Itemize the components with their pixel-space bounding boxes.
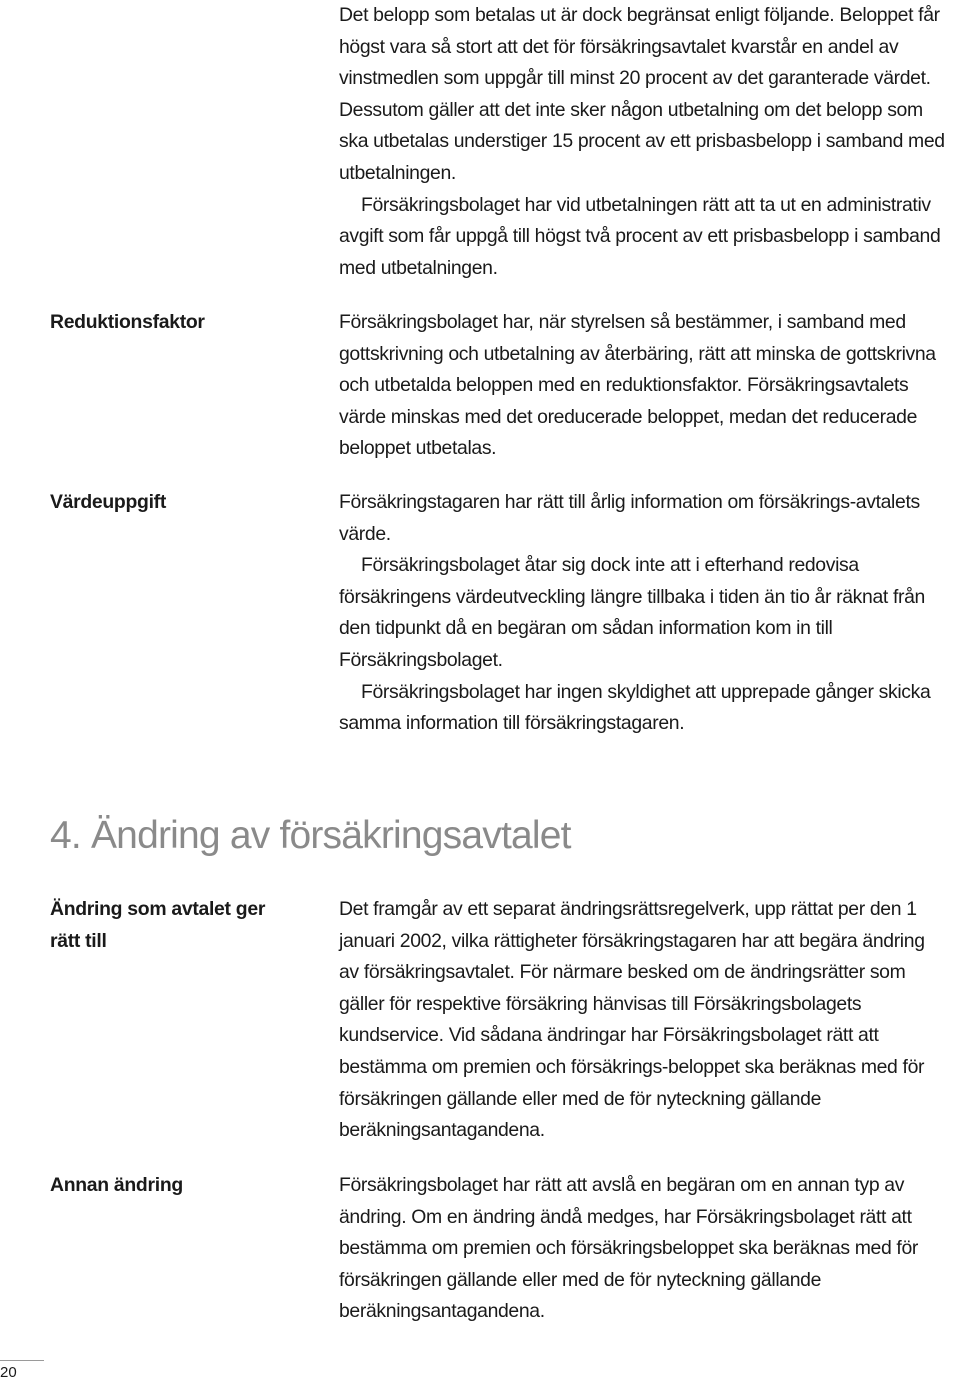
vardeuppgift-label: Värdeuppgift (50, 491, 166, 513)
vardeuppgift-paragraph-2: Försäkringsbolaget åtar sig dock inte att i efterhand redovisa försäkringens värdeutveckling längre tillbaka i tiden än tio år räknat från den tidpunkt då en begäran om sådan information kom in till Försäkringsbolaget. (339, 554, 925, 671)
section-heading: 4. Ändring av försäkringsavtalet (50, 814, 571, 857)
andring-ratt-text (339, 894, 949, 1147)
page-number-rule (0, 1360, 44, 1361)
annan-andring-paragraph-1: Försäkringsbolaget har rätt att avslå en begäran om en annan typ av ändring. Om en ändring ändå medges, har Försäkringsbolaget rätt att bestämma om premien och försäkringsbeloppet ska beräknas med för försäkringen gällande eller med de för nyteckning gällande beräkningsantagandena. (339, 1174, 919, 1323)
reduktionsfaktor-paragraph-1: Försäkringsbolaget har, när styrelsen så bestämmer, i samband med gottskrivning och utbetalning av återbäring, rätt att minska de gottskrivna och utbetalda beloppen med en reduktionsfaktor. Försäkringsavtalets värde minskas med det oreducerade beloppet, medan det reducerade beloppet utbetalas. (339, 311, 936, 460)
intro-paragraph-1: Det belopp som betalas ut är dock begränsat enligt följande. Beloppet får högst vara så stort att det för försäkringsavtalet kvarstår en andel av vinstmedlen som uppgår till minst 20 procent av det garanterade värdet. Dessutom gäller att det inte sker någon utbetalning om det belopp som ska utbetalas understiger 15 procent av ett prisbasbelopp i samband med utbetalningen. (339, 4, 945, 184)
intro-text (339, 0, 949, 284)
reduktionsfaktor-label: Reduktionsfaktor (50, 311, 205, 333)
vardeuppgift-text (339, 487, 949, 740)
andring-ratt-paragraph-1: Det framgår av ett separat ändringsrättsregelverk, upp rättat per den 1 januari 2002, vilka rättigheter försäkringstagaren har att begära ändring av försäkringsavtalet. För närmare besked om de ändringsrätter som gäller för respektive försäkring hänvisas till Försäkringsbolagets kundservice. Vid sådana ändringar har Försäkringsbolaget rätt att bestämma om premien och försäkrings-beloppet ska beräknas med för försäkringen gällande eller med de för nyteckning gällande beräkningsantagandena. (339, 898, 925, 1142)
intro-paragraph-2: Försäkringsbolaget har vid utbetalningen rätt att ta ut en administrativ avgift som får uppgå till högst två procent av ett prisbasbelopp i samband med utbetalningen. (339, 193, 941, 279)
annan-andring-label: Annan ändring (50, 1174, 183, 1196)
vardeuppgift-paragraph-3: Försäkringsbolaget har ingen skyldighet att upprepade gånger skicka samma information till försäkringstagaren. (339, 680, 931, 735)
annan-andring-text (339, 1170, 949, 1328)
reduktionsfaktor-text (339, 307, 949, 465)
vardeuppgift-paragraph-1: Försäkringstagaren har rätt till årlig information om försäkrings-avtalets värde. (339, 491, 920, 545)
page-number: 20 (0, 1364, 17, 1381)
andring-ratt-label: Ändring som avtalet ger rätt till (50, 898, 266, 952)
